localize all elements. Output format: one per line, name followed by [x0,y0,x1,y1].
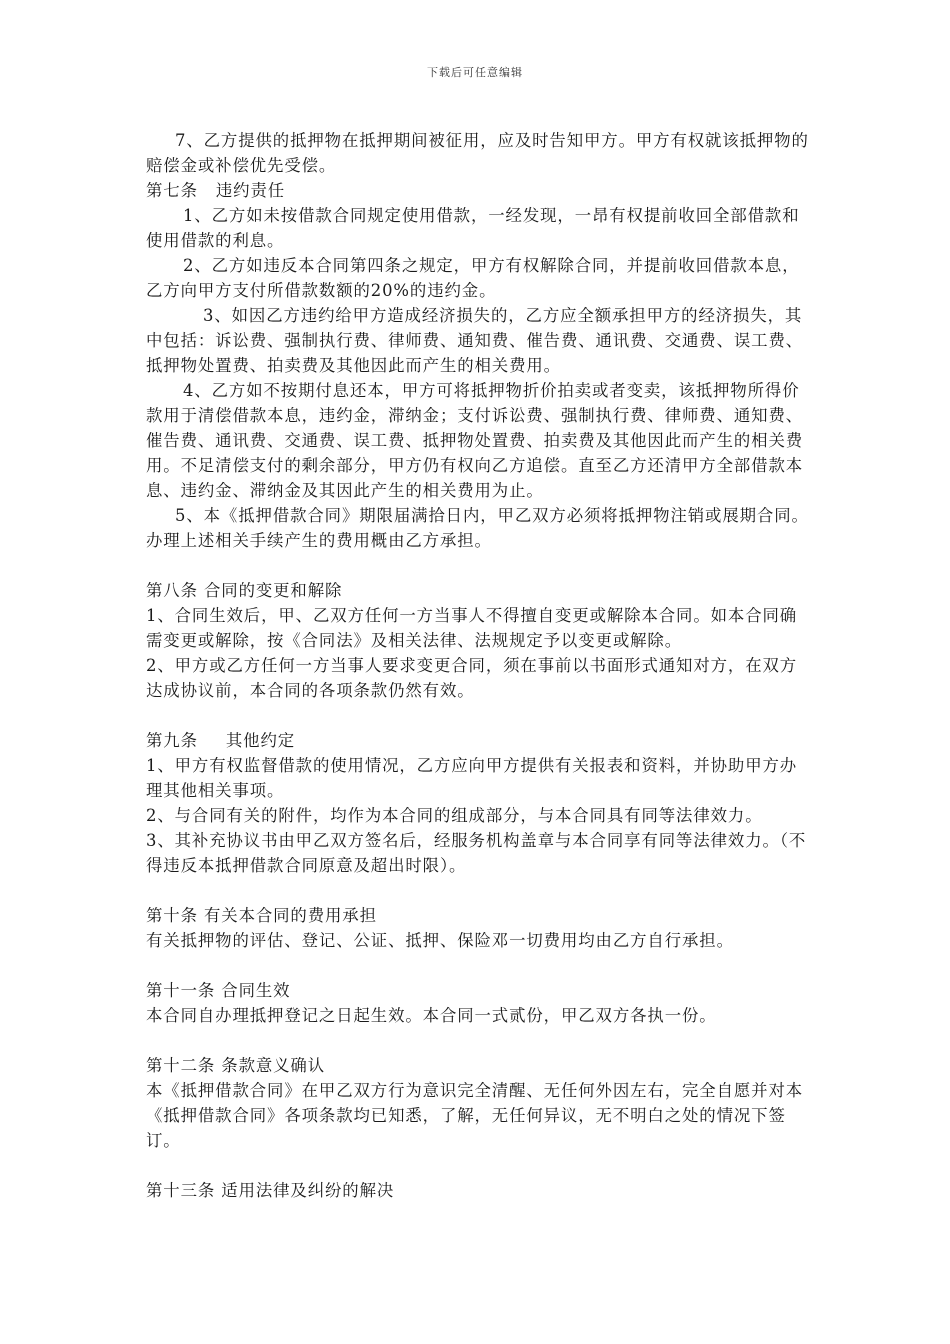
spacer [146,1153,812,1178]
section-12-body: 本《抵押借款合同》在甲乙双方行为意识完全清醒、无任何外因左右，完全自愿并对本《抵押借款合同》各项条款均已知悉，了解，无任何异议，无不明白之处的情况下签订。 [146,1081,804,1150]
section-8-heading: 第八条 合同的变更和解除 [146,581,343,600]
spacer [146,703,812,728]
clause-7-5: 5、本《抵押借款合同》期限届满拾日内，甲乙双方必须将抵押物注销或展期合同。办理上述相关手续产生的费用概由乙方承担。 [146,506,809,550]
section-7-heading-title: 违约责任 [215,181,286,200]
page-header-note: 下载后可任意编辑 [427,66,523,79]
clause-7-1: 1、乙方如未按借款合同规定使用借款，一经发现，一昂有权提前收回全部借款和使用借款的利息。 [146,206,800,250]
section-11-body: 本合同自办理抵押登记之日起生效。本合同一式贰份，甲乙双方各执一份。 [146,1006,717,1025]
spacer [146,553,812,578]
clause-7-3: 3、如因乙方违约给甲方造成经济损失的，乙方应全额承担甲方的经济损失，其中包括：诉讼费、强制执行费、律师费、通知费、催告费、通讯费、交通费、误工费、抵押物处置费、拍卖费及其他因此而产生的相关费用。 [146,306,804,375]
section-13-heading: 第十三条 适用法律及纠纷的解决 [146,1181,395,1200]
section-11-heading: 第十一条 合同生效 [146,981,291,1000]
spacer [146,1028,812,1053]
section-7-heading [146,178,812,203]
section-9-heading-number: 第九条 [146,731,198,750]
clause-9-1: 1、甲方有权监督借款的使用情况，乙方应向甲方提供有关报表和资料，并协助甲方办理其他相关事项。 [146,756,798,800]
clause-9-2: 2、与合同有关的附件，均作为本合同的组成部分，与本合同具有同等法律效力。 [146,806,763,825]
clause-9-3: 3、其补充协议书由甲乙双方签名后，经服务机构盖章与本合同享有同等法律效力。（不得违反本抵押借款合同原意及超出时限）。 [146,831,807,875]
section-9-heading [146,728,812,753]
clause-7-7: 7、乙方提供的抵押物在抵押期间被征用，应及时告知甲方。甲方有权就该抵押物的赔偿金或补偿优先受偿。 [146,131,809,175]
spacer [146,953,812,978]
section-9-heading-title: 其他约定 [225,731,296,750]
section-10-heading: 第十条 有关本合同的费用承担 [146,906,377,925]
clause-7-4: 4、乙方如不按期付息还本，甲方可将抵押物折价拍卖或者变卖，该抵押物所得价款用于清偿借款本息，违约金，滞纳金；支付诉讼费、强制执行费、律师费、通知费、催告费、通讯费、交通费、误工费、抵押物处置费、拍卖费及其他因此而产生的相关费用。不足清偿支付的剩余部分，甲方仍有权向乙方追偿。直至乙方还清甲方全部借款本息、违约金、滞纳金及其因此产生的相关费用为止。 [146,381,804,500]
clause-8-2: 2、甲方或乙方任何一方当事人要求变更合同，须在事前以书面形式通知对方，在双方达成协议前，本合同的各项条款仍然有效。 [146,656,798,700]
document-body [146,128,812,1203]
section-10-body: 有关抵押物的评估、登记、公证、抵押、保险邓一切费用均由乙方自行承担。 [146,931,734,950]
section-12-heading: 第十二条 条款意义确认 [146,1056,326,1075]
spacer [146,878,812,903]
clause-7-2: 2、乙方如违反本合同第四条之规定，甲方有权解除合同，并提前收回借款本息，乙方向甲方支付所借款数额的20%的违约金。 [146,256,800,300]
section-7-heading-number: 第七条 [146,181,198,200]
clause-8-1: 1、合同生效后，甲、乙双方任何一方当事人不得擅自变更或解除本合同。如本合同确需变更或解除，按《合同法》及相关法律、法规规定予以变更或解除。 [146,606,798,650]
